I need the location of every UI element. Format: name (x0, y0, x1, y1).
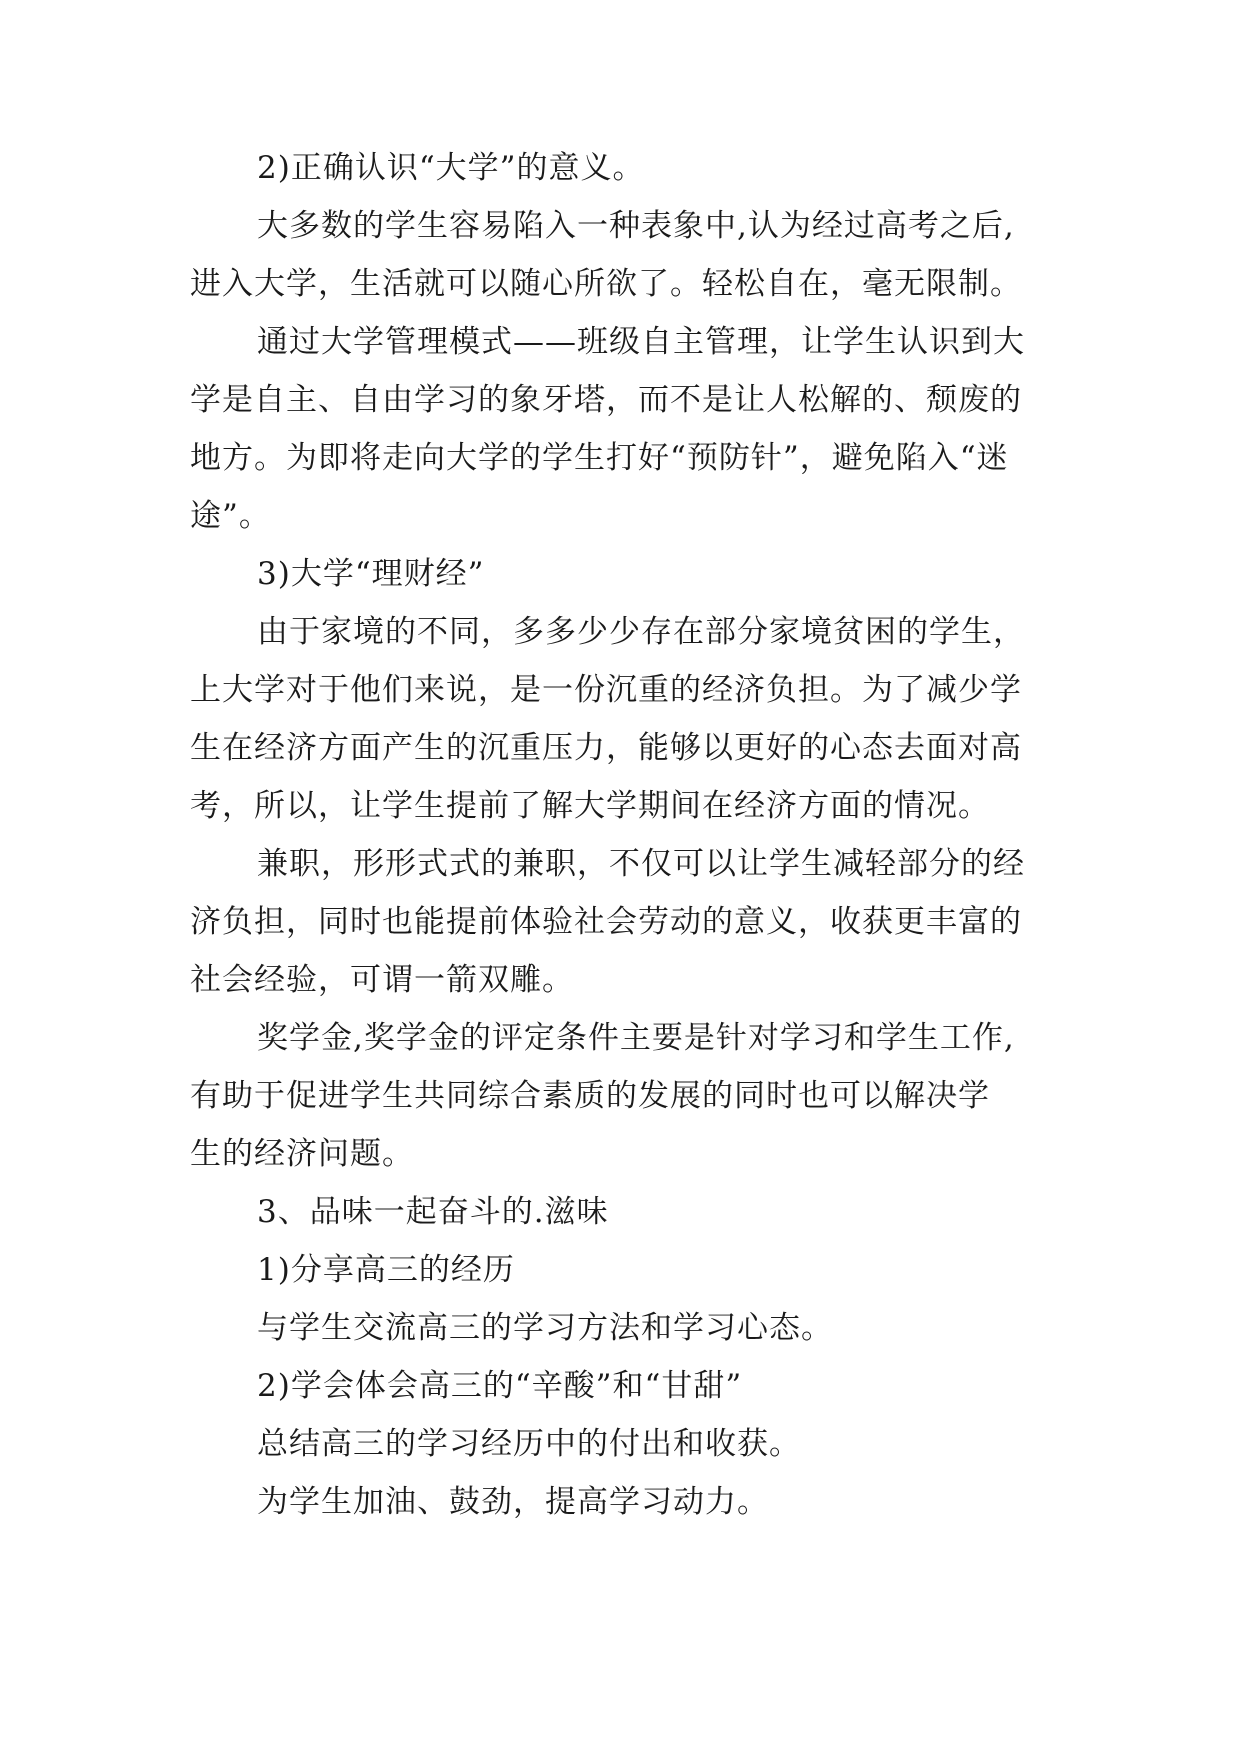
text-line: 生的经济问题。 (190, 1136, 414, 1172)
text-line: 兼职，形形式式的兼职，不仅可以让学生减轻部分的经 (257, 846, 1025, 882)
text-line: 1)分享高三的经历 (257, 1252, 515, 1288)
text-line: 学是自主、自由学习的象牙塔，而不是让人松解的、颓废的 (190, 382, 1022, 418)
text-line: 由于家境的不同，多多少少存在部分家境贫困的学生， (257, 614, 1025, 650)
text-line: 地方。为即将走向大学的学生打好“预防针”，避免陷入“迷 (190, 440, 1009, 476)
text-line: 2)学会体会高三的“辛酸”和“甘甜” (257, 1368, 743, 1404)
text-line: 大多数的学生容易陷入一种表象中,认为经过高考之后, (257, 208, 1015, 244)
text-line: 3、品味一起奋斗的.滋味 (257, 1194, 609, 1230)
text-line: 途”。 (190, 498, 271, 534)
text-line: 济负担，同时也能提前体验社会劳动的意义，收获更丰富的 (190, 904, 1022, 940)
text-line: 生在经济方面产生的沉重压力，能够以更好的心态去面对高 (190, 730, 1022, 766)
text-line: 考，所以，让学生提前了解大学期间在经济方面的情况。 (190, 788, 990, 824)
text-line: 3)大学“理财经” (257, 556, 485, 592)
text-line: 2)正确认识“大学”的意义。 (257, 150, 645, 186)
text-line: 与学生交流高三的学习方法和学习心态。 (257, 1310, 833, 1346)
text-line: 奖学金,奖学金的评定条件主要是针对学习和学生工作, (257, 1020, 1015, 1056)
text-line: 总结高三的学习经历中的付出和收获。 (257, 1426, 801, 1462)
text-line: 为学生加油、鼓劲，提高学习动力。 (257, 1484, 769, 1520)
text-line: 上大学对于他们来说，是一份沉重的经济负担。为了减少学 (190, 672, 1022, 708)
text-line: 进入大学，生活就可以随心所欲了。轻松自在，毫无限制。 (190, 266, 1022, 302)
text-line: 通过大学管理模式——班级自主管理，让学生认识到大 (257, 324, 1025, 360)
text-line: 有助于促进学生共同综合素质的发展的同时也可以解决学 (190, 1078, 990, 1114)
text-line: 社会经验，可谓一箭双雕。 (190, 962, 574, 998)
